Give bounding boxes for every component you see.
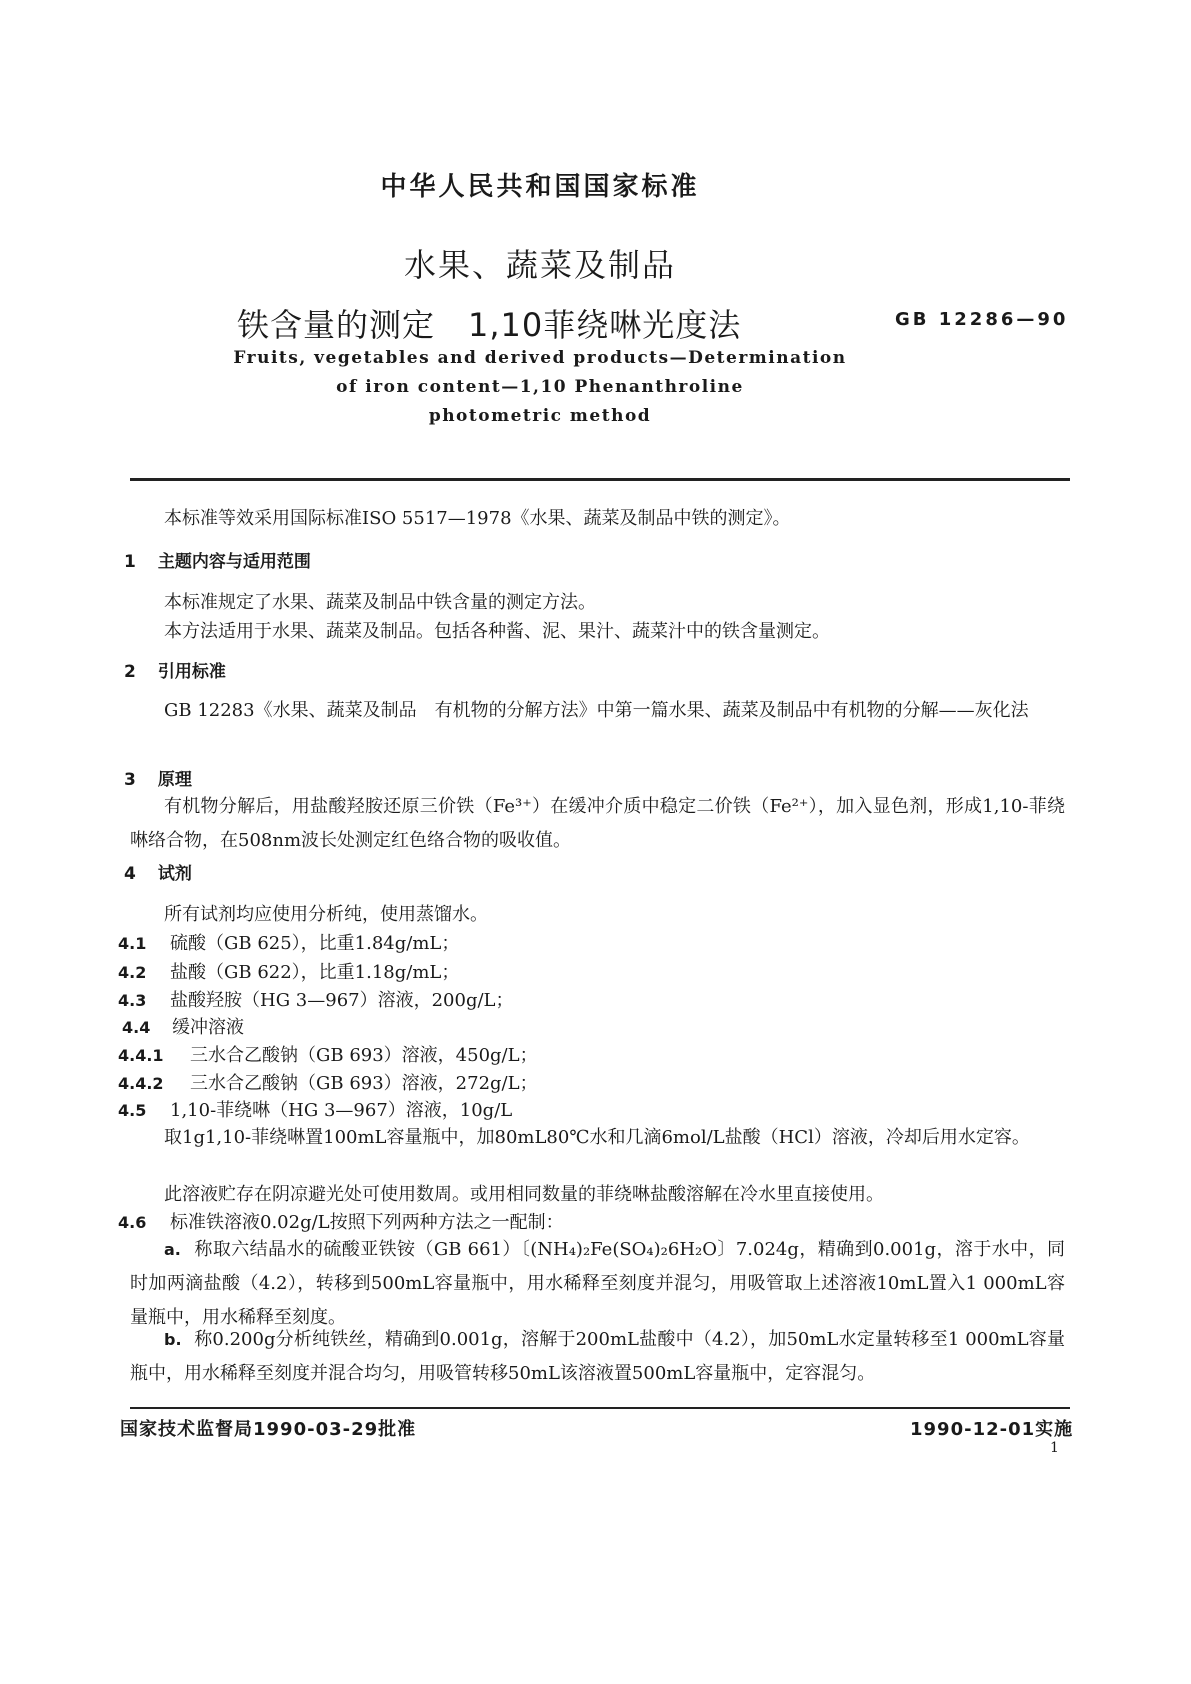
- section-3-heading: [124, 768, 192, 792]
- item-number: 4.1: [118, 934, 147, 953]
- item-number: 4.6: [118, 1213, 147, 1232]
- section-3-paragraph: 有机物分解后，用盐酸羟胺还原三价铁（Fe³⁺）在缓冲介质中稳定二价铁（Fe²⁺），加入显色剂，形成1,10-菲绕啉络合物，在508nm波长处测定红色络合物的吸收值。: [130, 796, 1065, 851]
- item-text: 硫酸（GB 625），比重1.84g/mL；: [170, 933, 460, 954]
- national-standard-heading: 中华人民共和国国家标准: [380, 172, 700, 202]
- section-2-heading: [124, 660, 226, 684]
- section-number: 3: [124, 770, 136, 790]
- section-title: 主题内容与适用范围: [157, 552, 311, 572]
- item-number: 4.3: [118, 991, 147, 1010]
- section-4-intro: 所有试剂均应使用分析纯，使用蒸馏水。: [164, 904, 488, 925]
- section-number: 2: [124, 662, 136, 682]
- approval-statement: 国家技术监督局1990-03-29批准: [120, 1419, 417, 1440]
- method-text: 称0.200g分析纯铁丝，精确到0.001g，溶解于200mL盐酸中（4.2），加50mL水定量转移至1 000mL容量瓶中，用水稀释至刻度并混合均匀，用吸管转移50mL该溶液置500mL容量瓶中，定容混匀。: [130, 1329, 1065, 1384]
- section-title: 试剂: [157, 864, 192, 884]
- item-text: 盐酸羟胺（HG 3—967）溶液，200g/L；: [170, 990, 514, 1011]
- footer-divider: [130, 1407, 1070, 1409]
- page-number: 1: [1050, 1440, 1059, 1456]
- reagent-item: [118, 1211, 564, 1235]
- reagent-item: [122, 1016, 244, 1040]
- section-1-heading: [124, 550, 311, 574]
- section-title: 引用标准: [157, 662, 226, 682]
- english-title-line-2: of iron content—1,10 Phenanthroline: [336, 377, 744, 397]
- reagent-item: [118, 989, 514, 1013]
- implementation-date: 1990-12-01实施: [910, 1419, 1074, 1440]
- intro-paragraph: 本标准等效采用国际标准ISO 5517—1978《水果、蔬菜及制品中铁的测定》。: [164, 508, 791, 529]
- reagent-item: [118, 932, 459, 956]
- section-1-paragraph-1: 本标准规定了水果、蔬菜及制品中铁含量的测定方法。: [164, 592, 596, 613]
- reagent-item: [118, 961, 459, 985]
- method-a-paragraph: [130, 1233, 1065, 1335]
- reagent-item: [118, 1099, 512, 1123]
- method-label: b.: [164, 1330, 182, 1349]
- item-text: 标准铁溶液0.02g/L按照下列两种方法之一配制：: [170, 1212, 564, 1233]
- section-1-paragraph-2: 本方法适用于水果、蔬菜及制品。包括各种酱、泥、果汁、蔬菜汁中的铁含量测定。: [164, 621, 830, 642]
- header-divider: [130, 478, 1070, 481]
- reagent-4-5-paragraph-1: 取1g1,10-菲绕啉置100mL容量瓶中，加80mL80℃水和几滴6mol/L盐酸（HCl）溶液，冷却后用水定容。: [164, 1127, 1030, 1148]
- english-title-line-3: photometric method: [428, 406, 652, 426]
- reagent-4-5-paragraph-2: 此溶液贮存在阴凉避光处可使用数周。或用相同数量的菲绕啉盐酸溶解在冷水里直接使用。: [164, 1184, 884, 1205]
- item-number: 4.5: [118, 1101, 147, 1120]
- title-line-2: 铁含量的测定 1,10菲绕啉光度法: [237, 306, 742, 344]
- item-number: 4.4: [122, 1018, 151, 1037]
- section-title: 原理: [157, 770, 192, 790]
- section-4-heading: [124, 862, 192, 886]
- item-number: 4.4.2: [118, 1074, 164, 1093]
- item-number: 4.2: [118, 963, 147, 982]
- standard-code: GB 12286—90: [895, 309, 1069, 330]
- item-text: 三水合乙酸钠（GB 693）溶液，450g/L；: [190, 1045, 538, 1066]
- section-number: 1: [124, 552, 136, 572]
- reagent-item: [118, 1072, 538, 1096]
- english-title-line-1: Fruits, vegetables and derived products—Determination: [233, 348, 847, 368]
- item-number: 4.4.1: [118, 1046, 164, 1065]
- reagent-item: [118, 1044, 538, 1068]
- method-label: a.: [164, 1240, 181, 1259]
- item-text: 缓冲溶液: [172, 1017, 244, 1038]
- section-number: 4: [124, 864, 136, 884]
- title-line-1: 水果、蔬菜及制品: [403, 246, 676, 284]
- section-2-paragraph: GB 12283《水果、蔬菜及制品 有机物的分解方法》中第一篇水果、蔬菜及制品中有机物的分解——灰化法: [164, 700, 1029, 721]
- method-b-paragraph: [130, 1323, 1065, 1391]
- method-text: 称取六结晶水的硫酸亚铁铵（GB 661）〔(NH₄)₂Fe(SO₄)₂6H₂O〕7.024g，精确到0.001g，溶于水中，同时加两滴盐酸（4.2），转移到500mL容量瓶中，用水稀释至刻度并混匀，用吸管取上述溶液10mL置入1 000mL容量瓶中，用水稀释至刻度。: [130, 1239, 1065, 1328]
- item-text: 盐酸（GB 622），比重1.18g/mL；: [170, 962, 460, 983]
- item-text: 三水合乙酸钠（GB 693）溶液，272g/L；: [190, 1073, 538, 1094]
- item-text: 1,10-菲绕啉（HG 3—967）溶液，10g/L: [170, 1100, 513, 1121]
